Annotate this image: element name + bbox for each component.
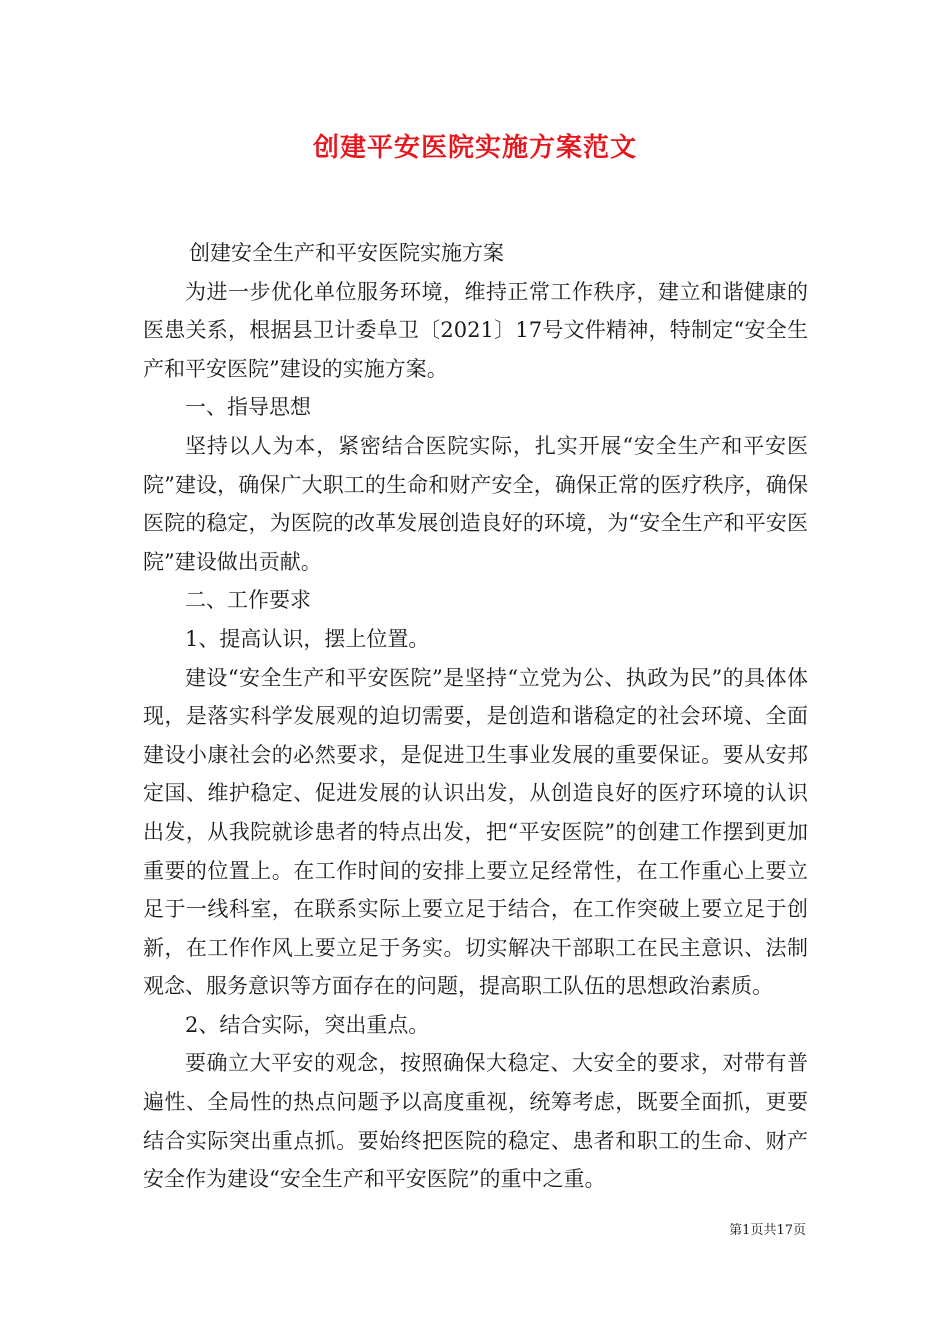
subheading-focus-priorities: 2、结合实际，突出重点。	[185, 1012, 430, 1037]
document-title: 创建平安医院实施方案范文	[312, 133, 637, 163]
raise-awareness-paragraph: 建设“安全生产和平安医院”是坚持“立党为公、执政为民”的具体体现，是落实科学发展观的迫切需要，是创造和谐稳定的社会环境、全面建设小康社会的必然要求，是促进卫生事业发展的重要保证。要从安邦定国、维护稳定、促进发展的认识出发，从创造良好的医疗环境的认识出发，从我院就诊患者的特点出发，把“平安医院”的创建工作摆到更加重要的位置上。在工作时间的安排上要立足经常性，在工作重心上要立足于一线科室，在联系实际上要立足于结合，在工作突破上要立足于创新，在工作作风上要立足于务实。切实解决干部职工在民主意识、法制观念、服务意识等方面存在的问题，提高职工队伍的思想政治素质。	[143, 665, 808, 999]
document-body	[143, 234, 808, 1199]
intro-paragraph: 为进一步优化单位服务环境，维持正常工作秩序，建立和谐健康的医患关系，根据县卫计委阜卫〔2021〕17号文件精神，特制定“安全生产和平安医院”建设的实施方案。	[143, 279, 808, 381]
section-heading-guiding-thought: 一、指导思想	[185, 395, 311, 420]
subheading-raise-awareness: 1、提高认识，摆上位置。	[185, 626, 430, 651]
page-number-footer: 第1页共17页	[729, 1223, 806, 1238]
document-subtitle: 创建安全生产和平安医院实施方案	[189, 241, 504, 265]
focus-priorities-paragraph: 要确立大平安的观念，按照确保大稳定、大安全的要求，对带有普遍性、全局性的热点问题予以高度重视，统筹考虑，既要全面抓，更要结合实际突出重点抓。要始终把医院的稳定、患者和职工的生命、财产安全作为建设“安全生产和平安医院”的重中之重。	[143, 1051, 808, 1192]
section-heading-work-requirements: 二、工作要求	[185, 588, 311, 613]
guiding-thought-paragraph: 坚持以人为本，紧密结合医院实际，扎实开展“安全生产和平安医院”建设，确保广大职工的生命和财产安全，确保正常的医疗秩序，确保医院的稳定，为医院的改革发展创造良好的环境，为“安全生产和平安医院”建设做出贡献。	[143, 433, 808, 574]
